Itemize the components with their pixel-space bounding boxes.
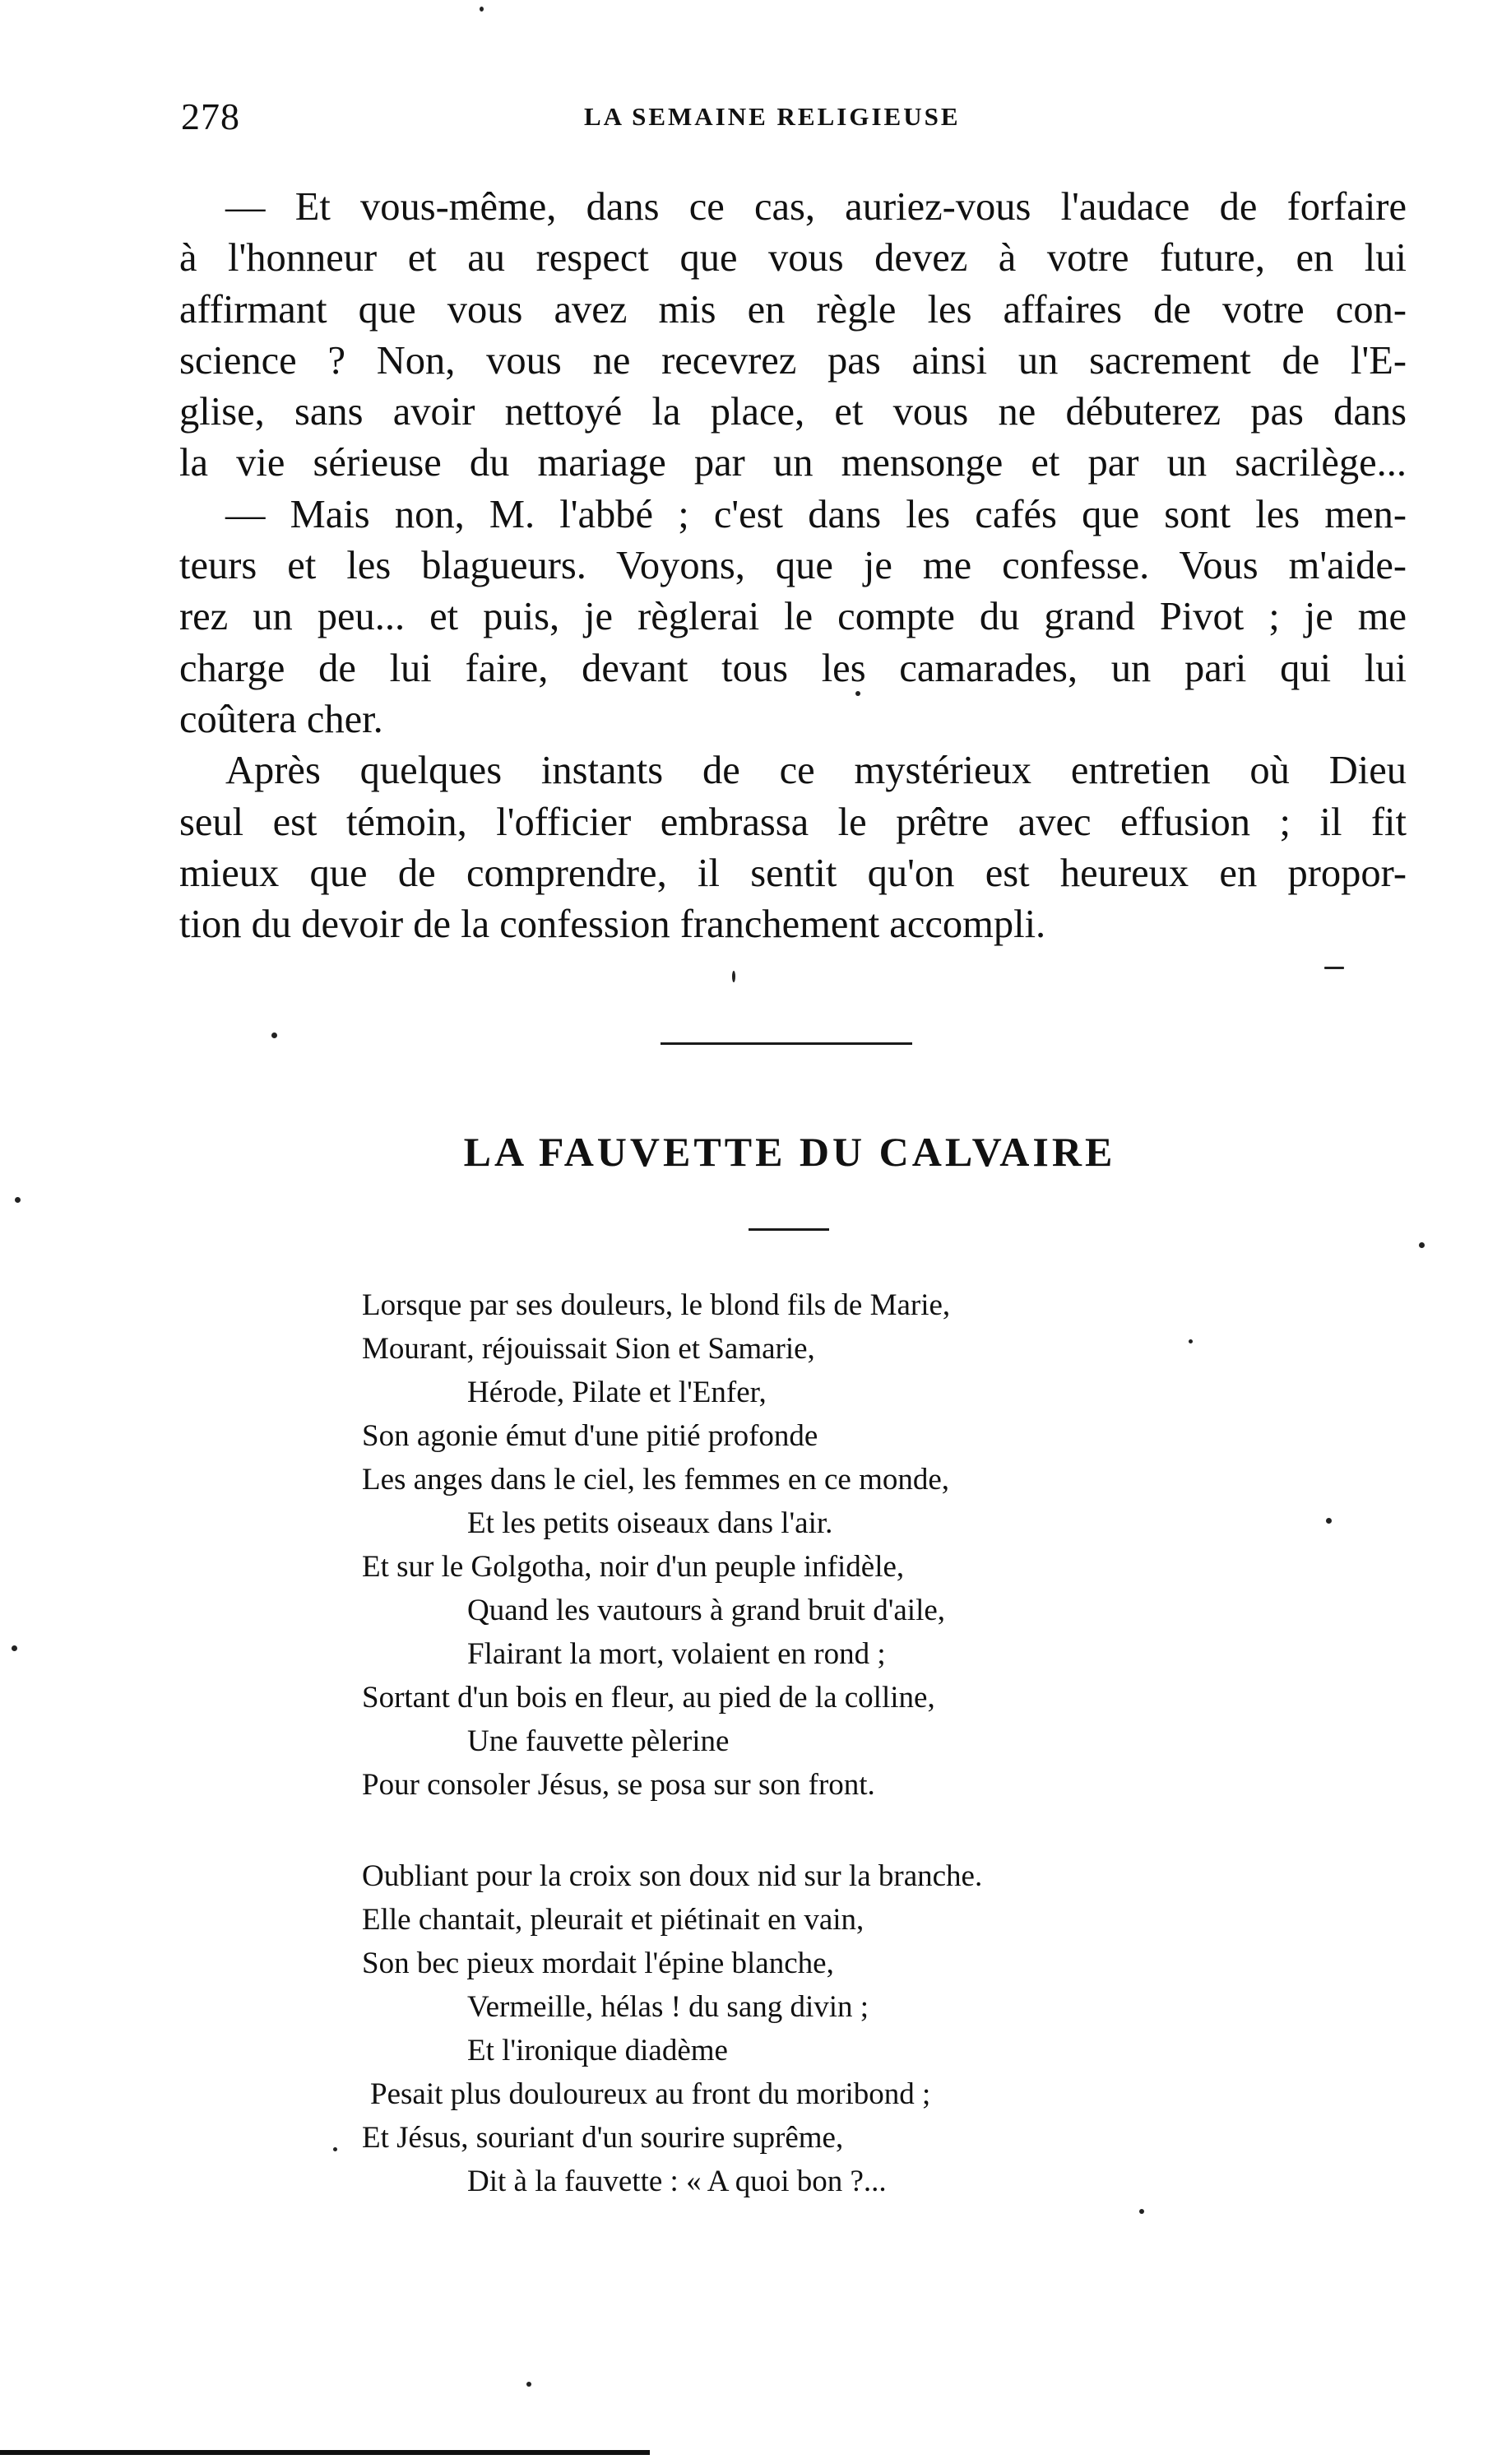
prose-line: à l'honneur et au respect que vous devez à votre future, en lui [179,236,1407,281]
prose-line: glise, sans avoir nettoyé la place, et vous ne débuterez pas dans [179,390,1407,434]
prose-line: — Et vous-même, dans ce cas, auriez-vous l'audace de forfaire [225,185,1407,229]
poem-verse: Oubliant pour la croix son doux nid sur la branche. [362,1859,983,1893]
scan-speck [1139,2209,1144,2214]
prose-line: Après quelques instants de ce mystérieux entretien où Dieu [225,749,1407,793]
scan-speck [480,7,484,12]
prose-line: mieux que de comprendre, il sentit qu'on est heureux en propor- [179,851,1407,895]
prose-line: science ? Non, vous ne recevrez pas ainsi un sacrement de l'E- [179,338,1407,383]
poem-verse: Vermeille, hélas ! du sang divin ; [467,1990,869,2024]
prose-line: — Mais non, M. l'abbé ; c'est dans les cafés que sont les men- [225,492,1407,536]
page-number: 278 [181,95,240,137]
poem-verse: Pesait plus douloureux au front du moribond ; [370,2077,931,2111]
scan-speck [855,691,860,696]
running-head: LA SEMAINE RELIGIEUSE [584,102,961,131]
scan-speck [271,1032,277,1038]
prose-line: tion du devoir de la confession franchement accompli. [179,903,1046,947]
poem-verse: Lorsque par ses douleurs, le blond fils de Marie, [362,1288,951,1322]
prose-line: coûtera cher. [179,697,383,741]
scan-speck [12,1645,17,1651]
scan-speck [526,2382,531,2387]
prose-line: seul est témoin, l'officier embrassa le prêtre avec effusion ; il fit [179,800,1407,844]
poem-verse: Elle chantait, pleurait et piétinait en vain, [362,1903,865,1937]
prose-block [179,182,1407,950]
prose-line: teurs et les blagueurs. Voyons, que je me confesse. Vous m'aide- [179,544,1407,588]
poem-verse: Hérode, Pilate et l'Enfer, [467,1376,767,1409]
poem-stanza-1 [362,1283,1333,1807]
poem-verse: Pour consoler Jésus, se posa sur son front. [362,1768,875,1802]
poem-verse: Et sur le Golgotha, noir d'un peuple infidèle, [362,1550,905,1584]
prose-line: la vie sérieuse du mariage par un mensonge et par un sacrilège... [179,441,1407,485]
scan-edge-rule [0,2450,650,2455]
prose-line: charge de lui faire, devant tous les camarades, un pari qui lui [179,646,1407,690]
poem-verse: Son bec pieux mordait l'épine blanche, [362,1947,834,1980]
scan-speck [1189,1339,1193,1343]
poem-verse: Et l'ironique diadème [467,2034,728,2067]
title-underline [749,1228,829,1231]
poem-verse: Son agonie émut d'une pitié profonde [362,1419,818,1453]
poem-verse: Sortant d'un bois en fleur, au pied de la colline, [362,1681,935,1715]
scan-speck [1326,1518,1332,1524]
poem-verse: Les anges dans le ciel, les femmes en ce monde, [362,1463,950,1496]
prose-line: affirmant que vous avez mis en règle les affaires de votre con- [179,287,1407,332]
poem-verse: Une fauvette pèlerine [467,1724,730,1758]
poem-stanza-2 [362,1854,1333,2203]
poem-verse: Et les petits oiseaux dans l'air. [467,1506,833,1540]
scan-speck [15,1197,21,1203]
poem-verse: Dit à la fauvette : « A quoi bon ?... [467,2165,887,2198]
poem-title: LA FAUVETTE DU CALVAIRE [463,1129,1116,1175]
scan-speck [732,971,735,982]
page-header [181,92,1415,142]
poem-verse: Flairant la mort, volaient en rond ; [467,1637,886,1671]
scan-speck [333,2147,337,2151]
poem-verse: Mourant, réjouissait Sion et Samarie, [362,1332,815,1366]
poem-verse: Et Jésus, souriant d'un sourire suprême, [362,2121,844,2155]
section-divider [661,1042,912,1045]
poem-verse: Quand les vautours à grand bruit d'aile, [467,1594,946,1627]
prose-line: rez un peu... et puis, je règlerai le compte du grand Pivot ; je me [179,595,1407,639]
scan-speck [1324,967,1344,969]
scan-speck [1419,1242,1425,1248]
